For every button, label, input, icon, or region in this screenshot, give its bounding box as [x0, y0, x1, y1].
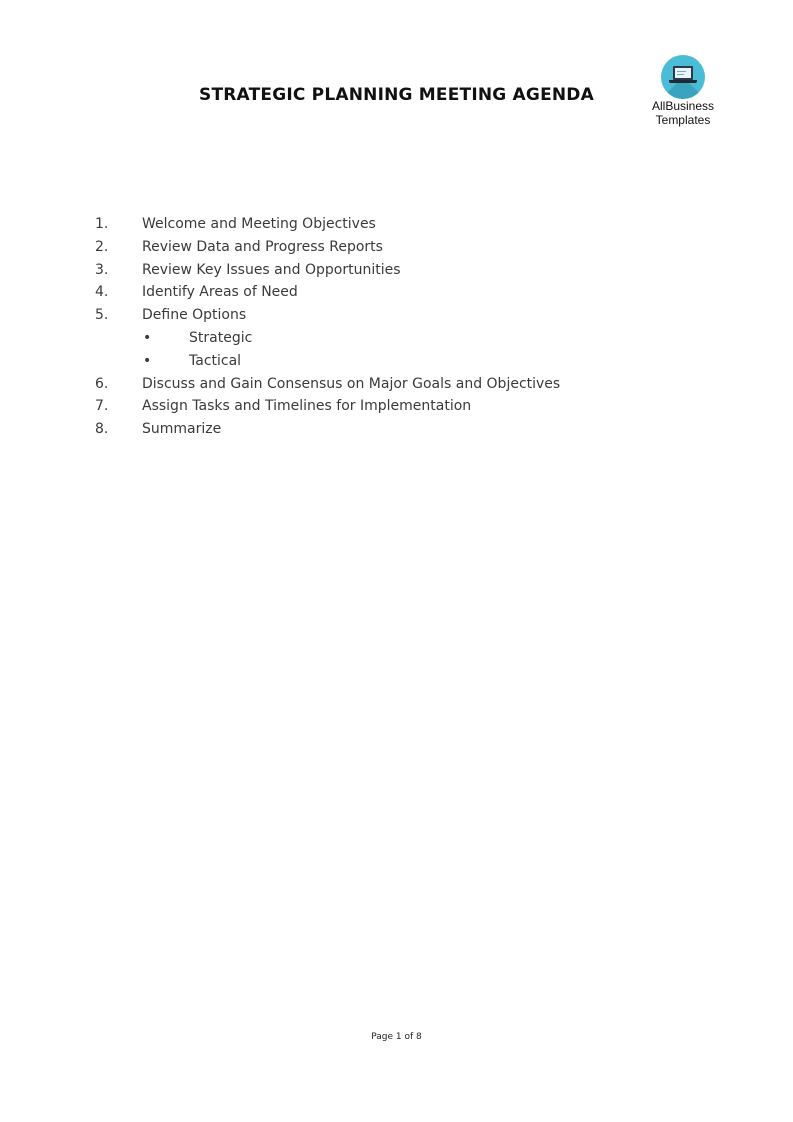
item-text: Discuss and Gain Consensus on Major Goals and Objectives: [142, 375, 561, 392]
item-number: 2.: [95, 238, 109, 255]
item-text: Welcome and Meeting Objectives: [142, 216, 376, 232]
logo-text-line1: AllBusiness: [651, 99, 715, 113]
subitem-text: Tactical: [189, 352, 242, 369]
item-text: Identify Areas of Need: [142, 284, 298, 301]
item-text: Review Key Issues and Opportunities: [142, 261, 401, 278]
item-text: Review Data and Progress Reports: [142, 238, 383, 255]
subitem-text: Strategic: [189, 329, 253, 346]
bullet-icon: •: [143, 352, 152, 369]
item-text: Summarize: [142, 421, 222, 438]
document-title: STRATEGIC PLANNING MEETING AGENDA: [199, 85, 594, 105]
item-text: Assign Tasks and Timelines for Implementation: [142, 398, 472, 415]
item-number: 6.: [95, 375, 109, 392]
item-text: Define Options: [142, 307, 247, 324]
laptop-icon: [661, 55, 705, 99]
item-number: 3.: [95, 261, 109, 278]
item-number: 8.: [95, 421, 109, 438]
item-number: 7.: [95, 398, 109, 415]
allbusiness-templates-logo: [645, 55, 721, 127]
item-number: 4.: [95, 284, 109, 301]
item-number: 1.: [95, 216, 109, 232]
bullet-icon: •: [143, 329, 152, 346]
logo-text-line2: Templates: [655, 113, 711, 127]
page-number-footer: Page 1 of 8: [371, 1032, 422, 1042]
item-number: 5.: [95, 307, 109, 324]
